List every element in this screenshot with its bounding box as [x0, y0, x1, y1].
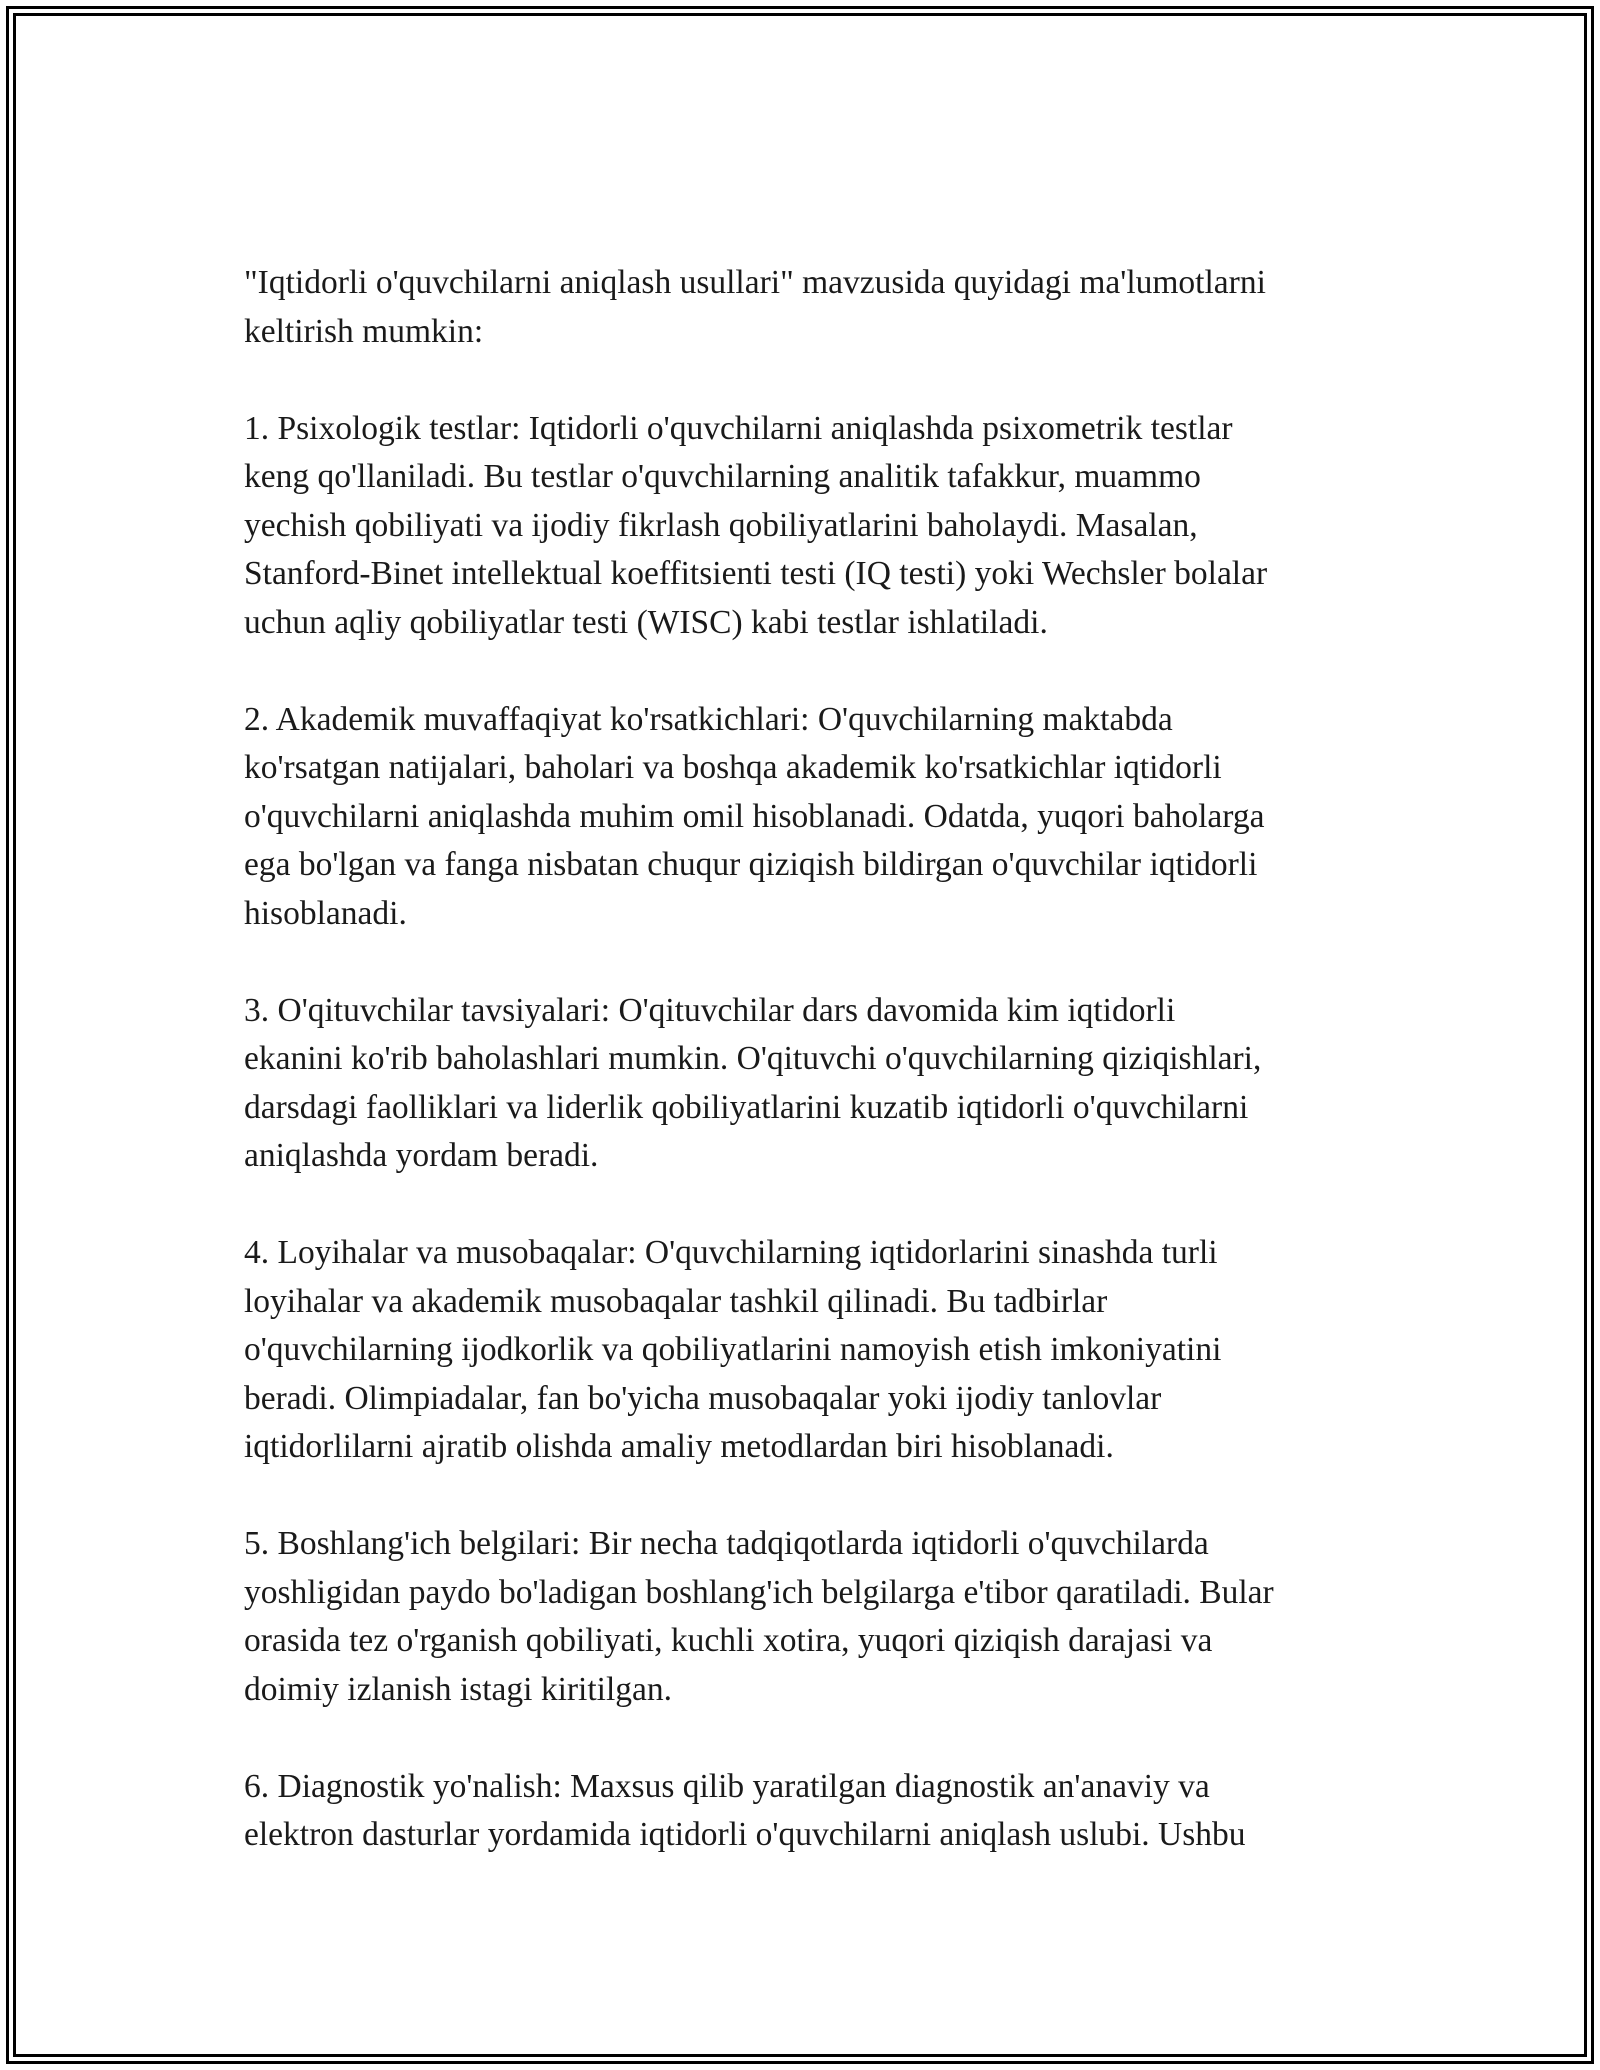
numbered-paragraph — [244, 1229, 1384, 1472]
text-line: doimiy izlanish istagi kiritilgan. — [244, 1670, 673, 1708]
page-frame — [6, 6, 1594, 2064]
numbered-paragraph — [244, 987, 1384, 1181]
text-line: "Iqtidorli o'quvchilarni aniqlash usullari" mavzusida quyidagi ma'lumotlarni — [244, 264, 1266, 301]
text-line: beradi. Olimpiadalar, fan bo'yicha musobaqalar yoki ijodiy tanlovlar — [244, 1379, 1162, 1417]
text-line: 6. Diagnostik yo'nalish: Maxsus qilib yaratilgan diagnostik an'anaviy va — [244, 1767, 1210, 1805]
text-line: ekanini ko'rib baholashlari mumkin. O'qituvchi o'quvchilarning qiziqishlari, — [244, 1040, 1262, 1077]
text-line: Stanford-Binet intellektual koeffitsienti testi (IQ testi) yoki Wechsler bolalar — [244, 555, 1268, 592]
text-line: ko'rsatgan natijalari, baholari va boshqa akademik ko'rsatkichlar iqtidorli — [244, 749, 1222, 786]
text-line: loyihalar va akademik musobaqalar tashkil qilinadi. Bu tadbirlar — [244, 1282, 1108, 1320]
text-line: 4. Loyihalar va musobaqalar: O'quvchilarning iqtidorlarini sinashda turli — [244, 1234, 1218, 1271]
text-line: ega bo'lgan va fanga nisbatan chuqur qiziqish bildirgan o'quvchilar iqtidorli — [244, 846, 1258, 883]
text-line: hisoblanadi. — [244, 894, 407, 932]
text-line: o'quvchilarning ijodkorlik va qobiliyatlarini namoyish etish imkoniyatini — [244, 1331, 1222, 1368]
text-line: o'quvchilarni aniqlashda muhim omil hisoblanadi. Odatda, yuqori baholarga — [244, 797, 1265, 835]
numbered-paragraph — [244, 1763, 1384, 1860]
numbered-paragraph — [244, 1520, 1384, 1714]
text-line: uchun aqliy qobiliyatlar testi (WISC) kabi testlar ishlatiladi. — [244, 603, 1048, 641]
text-line: keng qo'llaniladi. Bu testlar o'quvchilarning analitik tafakkur, muammo — [244, 458, 1201, 495]
text-line: yechish qobiliyati va ijodiy fikrlash qobiliyatlarini baholaydi. Masalan, — [244, 506, 1198, 544]
text-line: elektron dasturlar yordamida iqtidorli o'quvchilarni aniqlash uslubi. Ushbu — [244, 1816, 1246, 1853]
text-line: yoshligidan paydo bo'ladigan boshlang'ich belgilarga e'tibor qaratiladi. Bular — [244, 1573, 1274, 1611]
document-body — [244, 259, 1384, 1860]
text-line: 1. Psixologik testlar: Iqtidorli o'quvchilarni aniqlashda psixometrik testlar — [244, 409, 1233, 447]
text-line: iqtidorlilarni ajratib olishda amaliy metodlardan biri hisoblanadi. — [244, 1428, 1114, 1465]
text-line: 3. O'qituvchilar tavsiyalari: O'qituvchilar dars davomida kim iqtidorli — [244, 991, 1176, 1029]
text-line: 2. Akademik muvaffaqiyat ko'rsatkichlari: O'quvchilarning maktabda — [244, 700, 1173, 738]
text-line: orasida tez o'rganish qobiliyati, kuchli xotira, yuqori qiziqish darajasi va — [244, 1622, 1213, 1659]
text-line: 5. Boshlang'ich belgilari: Bir necha tadqiqotlarda iqtidorli o'quvchilarda — [244, 1525, 1209, 1562]
numbered-paragraph — [244, 405, 1384, 648]
text-line: darsdagi faolliklari va liderlik qobiliyatlarini kuzatib iqtidorli o'quvchilarni — [244, 1088, 1249, 1126]
text-line: keltirish mumkin: — [244, 312, 484, 350]
intro-paragraph — [244, 259, 1384, 356]
numbered-paragraph — [244, 696, 1384, 939]
text-line: aniqlashda yordam beradi. — [244, 1137, 599, 1174]
